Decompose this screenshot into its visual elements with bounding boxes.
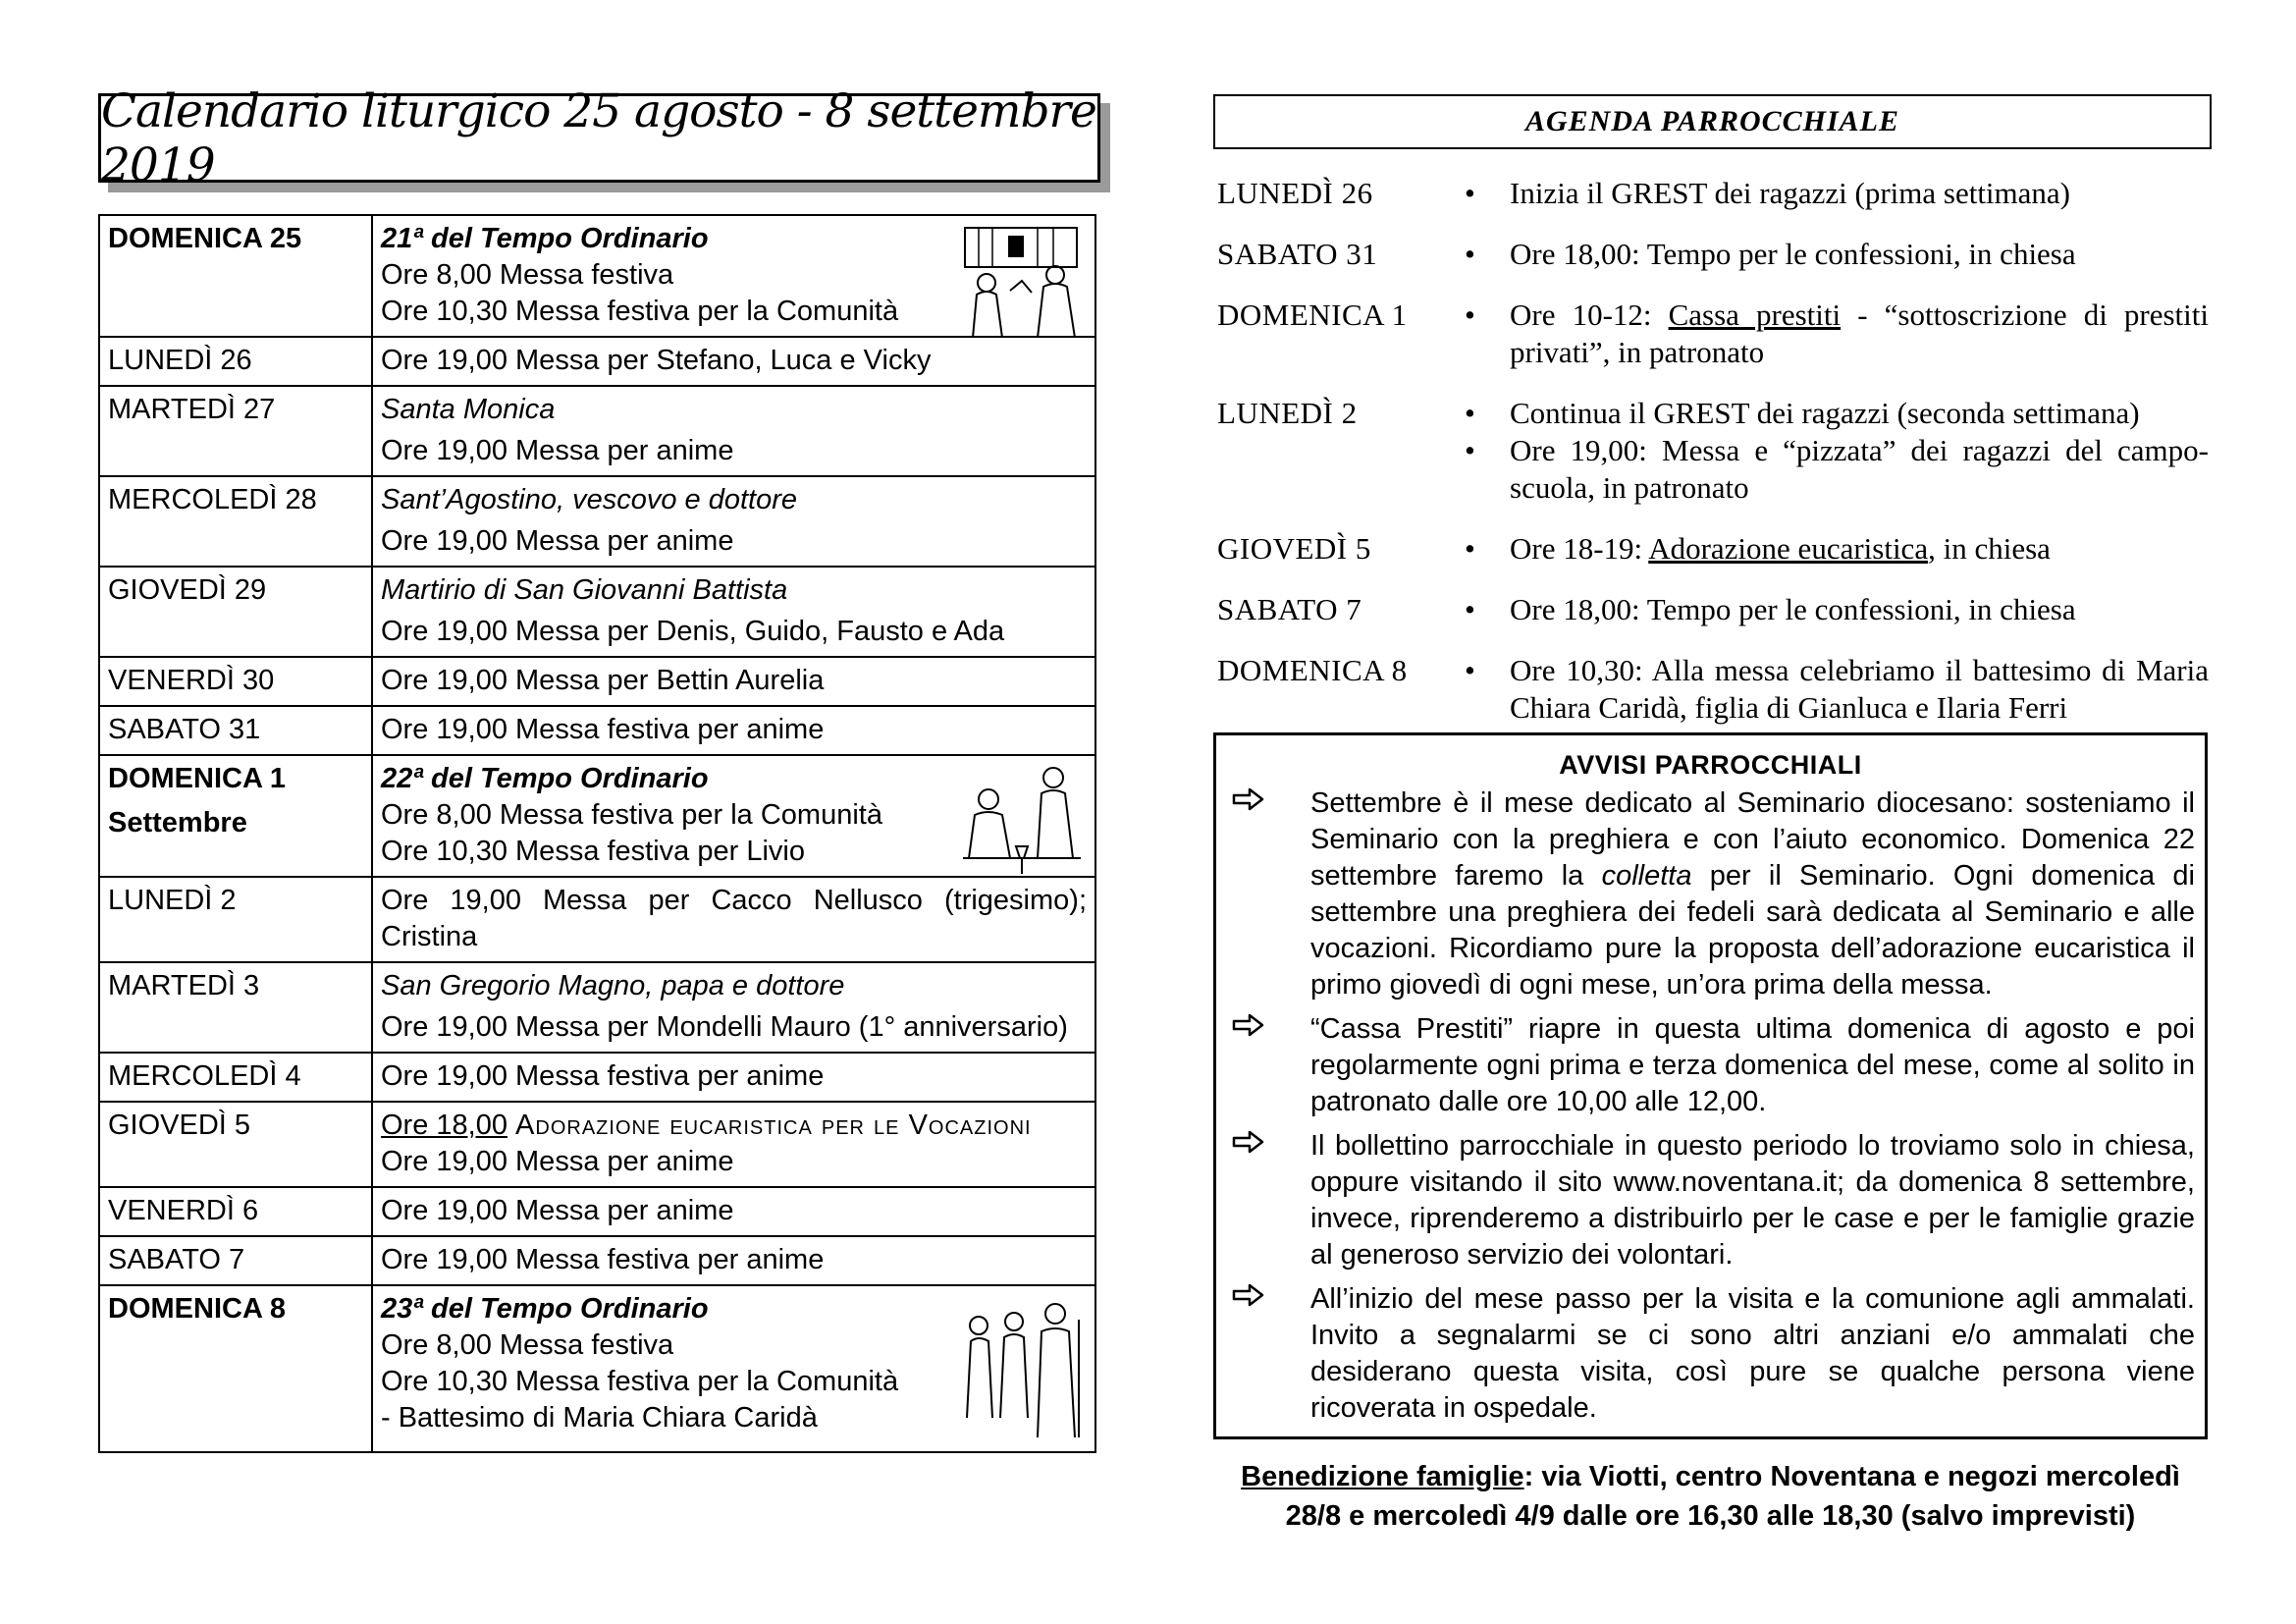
calendar-event: Ore 19,00 Messa per Denis, Guido, Fausto e Ada bbox=[381, 616, 1005, 647]
bullet-icon: • bbox=[1465, 396, 1475, 430]
calendar-event: Ore 19,00 Messa festiva per anime bbox=[381, 1244, 825, 1275]
avviso-text-part: Settembre è il mese dedicato al Seminario diocesano: sosteniamo il Seminario con la preghiera e con l’aiuto economico. Domenica 22 settembre faremo la bbox=[1310, 787, 2195, 892]
calendar-events bbox=[372, 1236, 1095, 1285]
calendar-event-title: 23ª del Tempo Ordinario bbox=[381, 1293, 709, 1325]
calendar-row bbox=[99, 1187, 1095, 1236]
agenda-list bbox=[1217, 175, 2209, 750]
calendar-event-title: Santa Monica bbox=[381, 394, 556, 425]
calendar-event: Ore 19,00 Messa per Bettin Aurelia bbox=[381, 665, 825, 696]
calendar-event: Ore 8,00 Messa festiva per la Comunità bbox=[381, 799, 882, 831]
bullet-icon: • bbox=[1465, 298, 1475, 332]
calendar-event: Ore 8,00 Messa festiva bbox=[381, 259, 674, 291]
agenda-items bbox=[1457, 652, 2209, 727]
agenda-item bbox=[1457, 236, 2209, 273]
agenda-row bbox=[1217, 175, 2209, 212]
church-illustration-icon bbox=[959, 222, 1085, 340]
calendar-row bbox=[99, 337, 1095, 386]
agenda-items bbox=[1457, 530, 2209, 568]
agenda-items bbox=[1457, 175, 2209, 212]
calendar-day-cell bbox=[99, 755, 372, 877]
agenda-item-text: Ore 18,00: Tempo per le confessioni, in chiesa bbox=[1510, 592, 2076, 626]
calendar-event: Ore 19,00 Messa per Mondelli Mauro (1° anniversario) bbox=[381, 1011, 1068, 1043]
agenda-day: DOMENICA 1 bbox=[1217, 298, 1408, 332]
avviso-text bbox=[1310, 785, 2195, 1003]
calendar-row bbox=[99, 567, 1095, 657]
calendar-events bbox=[372, 567, 1095, 657]
calendar-row bbox=[99, 877, 1095, 962]
agenda-item-text-part: , in chiesa bbox=[1928, 531, 2051, 566]
agenda-row bbox=[1217, 652, 2209, 727]
agenda-day: LUNEDÌ 26 bbox=[1217, 176, 1373, 210]
agenda-item-text: Ore 18,00: Tempo per le confessioni, in chiesa bbox=[1510, 237, 2076, 271]
agenda-item bbox=[1457, 175, 2209, 212]
calendar-day: GIOVEDÌ 29 bbox=[99, 567, 372, 657]
calendar-event: Ore 19,00 Messa per anime bbox=[381, 525, 734, 557]
calendar-events bbox=[372, 476, 1095, 567]
calendar-events bbox=[372, 1053, 1095, 1102]
calendar-events bbox=[372, 1285, 1095, 1452]
arrow-right-icon bbox=[1226, 1281, 1310, 1427]
agenda-row bbox=[1217, 530, 2209, 568]
calendar-events bbox=[372, 657, 1095, 706]
calendar-row bbox=[99, 1285, 1095, 1452]
agenda-title: AGENDA PARROCCHIALE bbox=[1213, 94, 2212, 149]
calendar-row bbox=[99, 386, 1095, 476]
calendar-row bbox=[99, 215, 1095, 337]
bullet-icon: • bbox=[1465, 653, 1475, 687]
avviso-text: All’inizio del mese passo per la visita e la comunione agli ammalati. Invito a segnalarmi se ci sono altri anziani e/o ammalati che desiderano questa visita, così pure se qualche persona viene ricoverata in ospedale. bbox=[1310, 1283, 2195, 1424]
arrow-right-icon bbox=[1226, 785, 1310, 1003]
calendar-events bbox=[372, 755, 1095, 877]
calendar-row bbox=[99, 1102, 1095, 1187]
adorazione-label: Adorazione eucaristica bbox=[1648, 531, 1929, 566]
event-name: Adorazione eucaristica per le Vocazioni bbox=[515, 1110, 1032, 1141]
calendar-event: Ore 10,30 Messa festiva per la Comunità bbox=[381, 296, 899, 327]
avviso-text: Il bollettino parrocchiale in questo periodo lo troviamo solo in chiesa, oppure visitando il sito www.noventana.it; da domenica 8 settembre, invece, riprenderemo a distribuirlo per le case e per le famiglie grazie al generoso servizio dei volontari. bbox=[1310, 1130, 2195, 1271]
agenda-item bbox=[1457, 395, 2209, 432]
avviso-item bbox=[1226, 1281, 2195, 1427]
arrow-right-icon bbox=[1226, 1128, 1310, 1273]
calendar-event: Ore 19,00 Messa festiva per anime bbox=[381, 1060, 825, 1092]
agenda-item-text: Ore 10,30: Alla messa celebriamo il battesimo di Maria Chiara Caridà, figlia di Gianluca e Ilaria Ferri bbox=[1510, 653, 2209, 725]
calendar-event-title: 21ª del Tempo Ordinario bbox=[381, 223, 709, 254]
calendar-events bbox=[372, 962, 1095, 1053]
avviso-item bbox=[1226, 785, 2195, 1003]
event-time: Ore 18,00 bbox=[381, 1110, 507, 1141]
bullet-icon: • bbox=[1465, 592, 1475, 626]
agenda-day: GIOVEDÌ 5 bbox=[1217, 531, 1371, 566]
agenda-row bbox=[1217, 591, 2209, 628]
calendar-events bbox=[372, 706, 1095, 755]
calendar-event: Ore 10,30 Messa festiva per Livio bbox=[381, 836, 805, 867]
calendar-row bbox=[99, 1053, 1095, 1102]
agenda-item bbox=[1457, 591, 2209, 628]
bullet-icon: • bbox=[1465, 237, 1475, 271]
avvisi-title: AVVISI PARROCCHIALI bbox=[1559, 750, 1862, 780]
calendar-row bbox=[99, 476, 1095, 567]
agenda-day: SABATO 7 bbox=[1217, 592, 1362, 626]
avvisi-box bbox=[1213, 732, 2208, 1439]
agenda-row bbox=[1217, 297, 2209, 371]
calendar-events bbox=[372, 386, 1095, 476]
calendar-event: Ore 19,00 Messa per anime bbox=[381, 435, 734, 466]
avviso-item bbox=[1226, 1128, 2195, 1273]
calendar-row bbox=[99, 962, 1095, 1053]
calendar-day: MERCOLEDÌ 4 bbox=[99, 1053, 372, 1102]
agenda-item-text bbox=[1510, 297, 2209, 371]
calendar-day: SABATO 7 bbox=[99, 1236, 372, 1285]
calendar-event: Ore 19,00 Messa festiva per anime bbox=[381, 714, 825, 745]
agenda-item bbox=[1457, 297, 2209, 371]
agenda-item-text: Inizia il GREST dei ragazzi (prima settimana) bbox=[1510, 176, 2071, 210]
agenda-items bbox=[1457, 297, 2209, 371]
calendar-day: MERCOLEDÌ 28 bbox=[99, 476, 372, 567]
agenda-day: LUNEDÌ 2 bbox=[1217, 396, 1358, 430]
bullet-icon: • bbox=[1465, 433, 1475, 467]
agenda-item-text: Ore 19,00: Messa e “pizzata” dei ragazzi del campo-scuola, in patronato bbox=[1510, 433, 2209, 505]
calendar-day: LUNEDÌ 26 bbox=[99, 337, 372, 386]
benedizione-notice bbox=[1213, 1457, 2208, 1536]
calendar-event-title: Martirio di San Giovanni Battista bbox=[381, 574, 788, 606]
calendar-day: DOMENICA 8 bbox=[99, 1285, 372, 1452]
calendar-event: Ore 10,30 Messa festiva per la Comunità bbox=[381, 1366, 899, 1397]
calendar-events bbox=[372, 1102, 1095, 1187]
agenda-row bbox=[1217, 395, 2209, 507]
calendar-event bbox=[381, 1108, 1087, 1144]
supper-illustration-icon bbox=[959, 760, 1085, 878]
agenda-items bbox=[1457, 591, 2209, 628]
cassa-prestiti-label: Cassa prestiti bbox=[1668, 298, 1842, 332]
calendar-event: Ore 8,00 Messa festiva bbox=[381, 1329, 674, 1361]
avviso-text: “Cassa Prestiti” riapre in questa ultima domenica di agosto e poi regolarmente ogni prima e terza domenica del mese, come al solito in patronato dalle ore 10,00 alle 12,00. bbox=[1310, 1013, 2195, 1117]
calendar-events bbox=[372, 215, 1095, 337]
calendar-title-box bbox=[98, 83, 1100, 192]
calendar-day-month: Settembre bbox=[108, 807, 247, 839]
calendar-event-title: 22ª del Tempo Ordinario bbox=[381, 763, 709, 794]
calendar-events bbox=[372, 877, 1095, 962]
agenda-item-text-part: Ore 10-12: bbox=[1510, 298, 1669, 332]
agenda-item-text bbox=[1510, 530, 2209, 568]
calendar-day: MARTEDÌ 27 bbox=[99, 386, 372, 476]
calendar-day: LUNEDÌ 2 bbox=[99, 877, 372, 962]
calendar-events bbox=[372, 337, 1095, 386]
arrow-right-icon bbox=[1226, 1011, 1310, 1120]
avviso-text-part: per il Seminario. Ogni domenica di settembre una preghiera dei fedeli sarà dedicata al Seminario e alle vocazioni. Ricordiamo pure la proposta dell’adorazione eucaristica il primo giovedì di ogni mese, un’ora prima della messa. bbox=[1310, 860, 2195, 1001]
calendar-event: Ore 19,00 Messa per anime bbox=[381, 1146, 734, 1177]
calendar-day: GIOVEDÌ 5 bbox=[99, 1102, 372, 1187]
agenda-day: SABATO 31 bbox=[1217, 237, 1378, 271]
agenda-item-text-part: Ore 18-19: bbox=[1510, 531, 1649, 566]
calendar-title: Calendario liturgico 25 agosto - 8 settembre 2019 bbox=[101, 83, 1096, 192]
benedizione-label: Benedizione famiglie bbox=[1241, 1461, 1524, 1492]
agenda-item-text: Continua il GREST dei ragazzi (seconda settimana) bbox=[1510, 396, 2140, 430]
calendar-day: MARTEDÌ 3 bbox=[99, 962, 372, 1053]
calendar-day: VENERDÌ 30 bbox=[99, 657, 372, 706]
calendar-row bbox=[99, 657, 1095, 706]
calendar-day: VENERDÌ 6 bbox=[99, 1187, 372, 1236]
calendar-events bbox=[372, 1187, 1095, 1236]
agenda-item bbox=[1457, 530, 2209, 568]
calendar-row bbox=[99, 1236, 1095, 1285]
calendar-row bbox=[99, 755, 1095, 877]
agenda-row bbox=[1217, 236, 2209, 273]
bullet-icon: • bbox=[1465, 176, 1475, 210]
calendar-event-title: San Gregorio Magno, papa e dottore bbox=[381, 970, 845, 1001]
calendar-event-title: Sant’Agostino, vescovo e dottore bbox=[381, 484, 797, 515]
bullet-icon: • bbox=[1465, 531, 1475, 566]
agenda-items bbox=[1457, 395, 2209, 507]
benedizione-text: : via Viotti, centro Noventana e negozi mercoledì 28/8 e mercoledì 4/9 dalle ore 16,30 alle 18,30 (salvo imprevisti) bbox=[1285, 1461, 2180, 1532]
agenda-items bbox=[1457, 236, 2209, 273]
calendar-event: Ore 19,00 Messa per Cacco Nellusco (trigesimo); Cristina bbox=[381, 885, 1087, 952]
avviso-item bbox=[1226, 1011, 2195, 1120]
agenda-item bbox=[1457, 652, 2209, 727]
calendar-event: - Battesimo di Maria Chiara Caridà bbox=[381, 1402, 818, 1434]
calendar-day: DOMENICA 25 bbox=[99, 215, 372, 337]
avviso-text-italic: colletta bbox=[1601, 860, 1692, 892]
calendar-table bbox=[98, 214, 1096, 1453]
agenda-item bbox=[1457, 432, 2209, 507]
calendar-day: SABATO 31 bbox=[99, 706, 372, 755]
children-illustration-icon bbox=[959, 1300, 1085, 1447]
calendar-day: DOMENICA 1 bbox=[108, 763, 286, 794]
agenda-day: DOMENICA 8 bbox=[1217, 653, 1408, 687]
agenda-item-text-part: - “sottoscrizione di prestiti privati”, in patronato bbox=[1510, 298, 2210, 369]
calendar-row bbox=[99, 706, 1095, 755]
calendar-event: Ore 19,00 Messa per Stefano, Luca e Vicky bbox=[381, 345, 932, 376]
calendar-event: Ore 19,00 Messa per anime bbox=[381, 1195, 734, 1226]
